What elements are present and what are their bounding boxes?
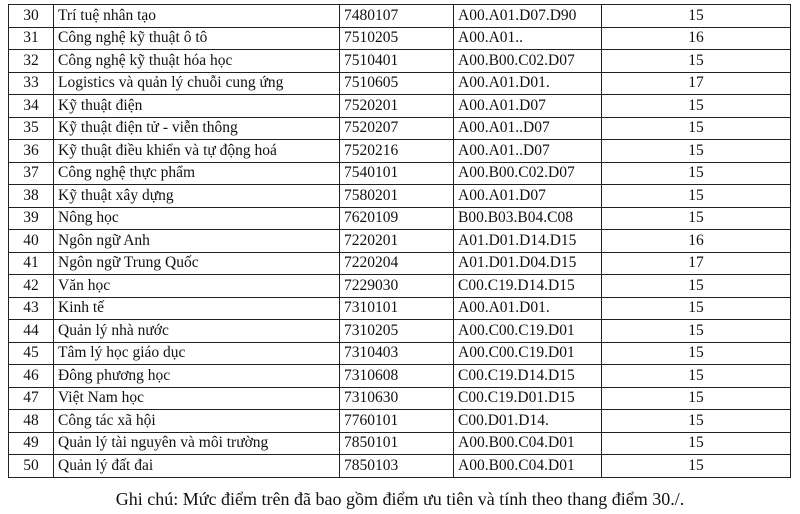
row-number-cell: 50 — [9, 455, 54, 478]
subject-combination-cell: A00.A01.D07 — [454, 95, 602, 118]
major-code-cell: 7310101 — [340, 297, 454, 320]
score-cell: 15 — [602, 320, 791, 343]
major-name-cell: Kỹ thuật điện — [54, 95, 340, 118]
row-number-cell: 43 — [9, 297, 54, 320]
subject-combination-cell: C00.C19.D14.D15 — [454, 275, 602, 298]
major-name-cell: Kỹ thuật điện tử - viễn thông — [54, 117, 340, 140]
table-row — [9, 455, 791, 478]
table-row — [9, 342, 791, 365]
subject-combination-cell: A00.A01.D01. — [454, 72, 602, 95]
row-number-cell: 37 — [9, 162, 54, 185]
subject-combination-cell: C00.C19.D01.D15 — [454, 387, 602, 410]
admission-score-table — [8, 4, 791, 478]
row-number-cell: 42 — [9, 275, 54, 298]
subject-combination-cell: A00.B00.C02.D07 — [454, 50, 602, 73]
subject-combination-cell: A00.B00.C04.D01 — [454, 455, 602, 478]
major-code-cell: 7510605 — [340, 72, 454, 95]
footnote: Ghi chú: Mức điểm trên đã bao gồm điểm ưu tiên và tính theo thang điểm 30./. — [115, 489, 685, 509]
row-number-cell: 30 — [9, 5, 54, 28]
table-row — [9, 185, 791, 208]
table-row — [9, 252, 791, 275]
score-cell: 15 — [602, 342, 791, 365]
table-row — [9, 162, 791, 185]
table-row — [9, 50, 791, 73]
row-number-cell: 36 — [9, 140, 54, 163]
score-cell: 15 — [602, 432, 791, 455]
score-cell: 16 — [602, 230, 791, 253]
major-name-cell: Văn học — [54, 275, 340, 298]
score-cell: 15 — [602, 275, 791, 298]
major-name-cell: Việt Nam học — [54, 387, 340, 410]
score-cell: 15 — [602, 50, 791, 73]
score-cell: 15 — [602, 117, 791, 140]
score-cell: 15 — [602, 95, 791, 118]
major-code-cell: 7850103 — [340, 455, 454, 478]
major-code-cell: 7580201 — [340, 185, 454, 208]
subject-combination-cell: A00.B00.C02.D07 — [454, 162, 602, 185]
subject-combination-cell: A00.A01..D07 — [454, 117, 602, 140]
subject-combination-cell: A00.A01.D07.D90 — [454, 5, 602, 28]
row-number-cell: 38 — [9, 185, 54, 208]
subject-combination-cell: A00.C00.C19.D01 — [454, 320, 602, 343]
subject-combination-cell: A00.A01.D07 — [454, 185, 602, 208]
major-name-cell: Trí tuệ nhân tạo — [54, 5, 340, 28]
table-row — [9, 27, 791, 50]
subject-combination-cell: A00.B00.C04.D01 — [454, 432, 602, 455]
score-cell: 15 — [602, 365, 791, 388]
major-name-cell: Công nghệ thực phẩm — [54, 162, 340, 185]
table-row — [9, 117, 791, 140]
major-name-cell: Ngôn ngữ Anh — [54, 230, 340, 253]
row-number-cell: 48 — [9, 410, 54, 433]
score-cell: 15 — [602, 185, 791, 208]
table-row — [9, 432, 791, 455]
row-number-cell: 33 — [9, 72, 54, 95]
table-body — [9, 5, 791, 478]
table-row — [9, 207, 791, 230]
major-code-cell: 7310403 — [340, 342, 454, 365]
major-name-cell: Quản lý nhà nước — [54, 320, 340, 343]
subject-combination-cell: A00.A01..D07 — [454, 140, 602, 163]
major-code-cell: 7520201 — [340, 95, 454, 118]
table-row — [9, 95, 791, 118]
major-code-cell: 7480107 — [340, 5, 454, 28]
major-code-cell: 7220204 — [340, 252, 454, 275]
table-row — [9, 297, 791, 320]
row-number-cell: 47 — [9, 387, 54, 410]
major-code-cell: 7760101 — [340, 410, 454, 433]
major-code-cell: 7310630 — [340, 387, 454, 410]
score-cell: 15 — [602, 297, 791, 320]
score-cell: 15 — [602, 410, 791, 433]
table-row — [9, 320, 791, 343]
subject-combination-cell: A00.C00.C19.D01 — [454, 342, 602, 365]
subject-combination-cell: A00.A01.D01. — [454, 297, 602, 320]
major-name-cell: Nông học — [54, 207, 340, 230]
row-number-cell: 39 — [9, 207, 54, 230]
score-cell: 17 — [602, 252, 791, 275]
table-row — [9, 410, 791, 433]
table-row — [9, 387, 791, 410]
major-code-cell: 7310205 — [340, 320, 454, 343]
major-name-cell: Công tác xã hội — [54, 410, 340, 433]
row-number-cell: 35 — [9, 117, 54, 140]
subject-combination-cell: A01.D01.D14.D15 — [454, 230, 602, 253]
major-code-cell: 7310608 — [340, 365, 454, 388]
row-number-cell: 32 — [9, 50, 54, 73]
row-number-cell: 34 — [9, 95, 54, 118]
major-code-cell: 7510401 — [340, 50, 454, 73]
subject-combination-cell: A00.A01.. — [454, 27, 602, 50]
score-cell: 16 — [602, 27, 791, 50]
major-name-cell: Quản lý tài nguyên và môi trường — [54, 432, 340, 455]
score-cell: 15 — [602, 5, 791, 28]
score-cell: 15 — [602, 162, 791, 185]
row-number-cell: 45 — [9, 342, 54, 365]
major-name-cell: Đông phương học — [54, 365, 340, 388]
major-code-cell: 7520216 — [340, 140, 454, 163]
table-row — [9, 230, 791, 253]
table-row — [9, 5, 791, 28]
score-cell: 15 — [602, 455, 791, 478]
score-cell: 15 — [602, 140, 791, 163]
major-name-cell: Kỹ thuật xây dựng — [54, 185, 340, 208]
score-cell: 15 — [602, 387, 791, 410]
subject-combination-cell: B00.B03.B04.C08 — [454, 207, 602, 230]
subject-combination-cell: C00.C19.D14.D15 — [454, 365, 602, 388]
major-name-cell: Quản lý đất đai — [54, 455, 340, 478]
table-row — [9, 365, 791, 388]
score-cell: 15 — [602, 207, 791, 230]
major-code-cell: 7850101 — [340, 432, 454, 455]
row-number-cell: 40 — [9, 230, 54, 253]
major-name-cell: Tâm lý học giáo dục — [54, 342, 340, 365]
major-code-cell: 7540101 — [340, 162, 454, 185]
major-name-cell: Kinh tế — [54, 297, 340, 320]
row-number-cell: 44 — [9, 320, 54, 343]
row-number-cell: 46 — [9, 365, 54, 388]
row-number-cell: 41 — [9, 252, 54, 275]
major-code-cell: 7229030 — [340, 275, 454, 298]
table-row — [9, 275, 791, 298]
score-cell: 17 — [602, 72, 791, 95]
major-name-cell: Ngôn ngữ Trung Quốc — [54, 252, 340, 275]
major-code-cell: 7620109 — [340, 207, 454, 230]
table-row — [9, 140, 791, 163]
row-number-cell: 31 — [9, 27, 54, 50]
major-code-cell: 7520207 — [340, 117, 454, 140]
table-row — [9, 72, 791, 95]
subject-combination-cell: C00.D01.D14. — [454, 410, 602, 433]
major-name-cell: Kỹ thuật điều khiển và tự động hoá — [54, 140, 340, 163]
subject-combination-cell: A01.D01.D04.D15 — [454, 252, 602, 275]
major-name-cell: Công nghệ kỹ thuật hóa học — [54, 50, 340, 73]
major-code-cell: 7510205 — [340, 27, 454, 50]
major-name-cell: Công nghệ kỹ thuật ô tô — [54, 27, 340, 50]
major-code-cell: 7220201 — [340, 230, 454, 253]
major-name-cell: Logistics và quản lý chuỗi cung ứng — [54, 72, 340, 95]
row-number-cell: 49 — [9, 432, 54, 455]
